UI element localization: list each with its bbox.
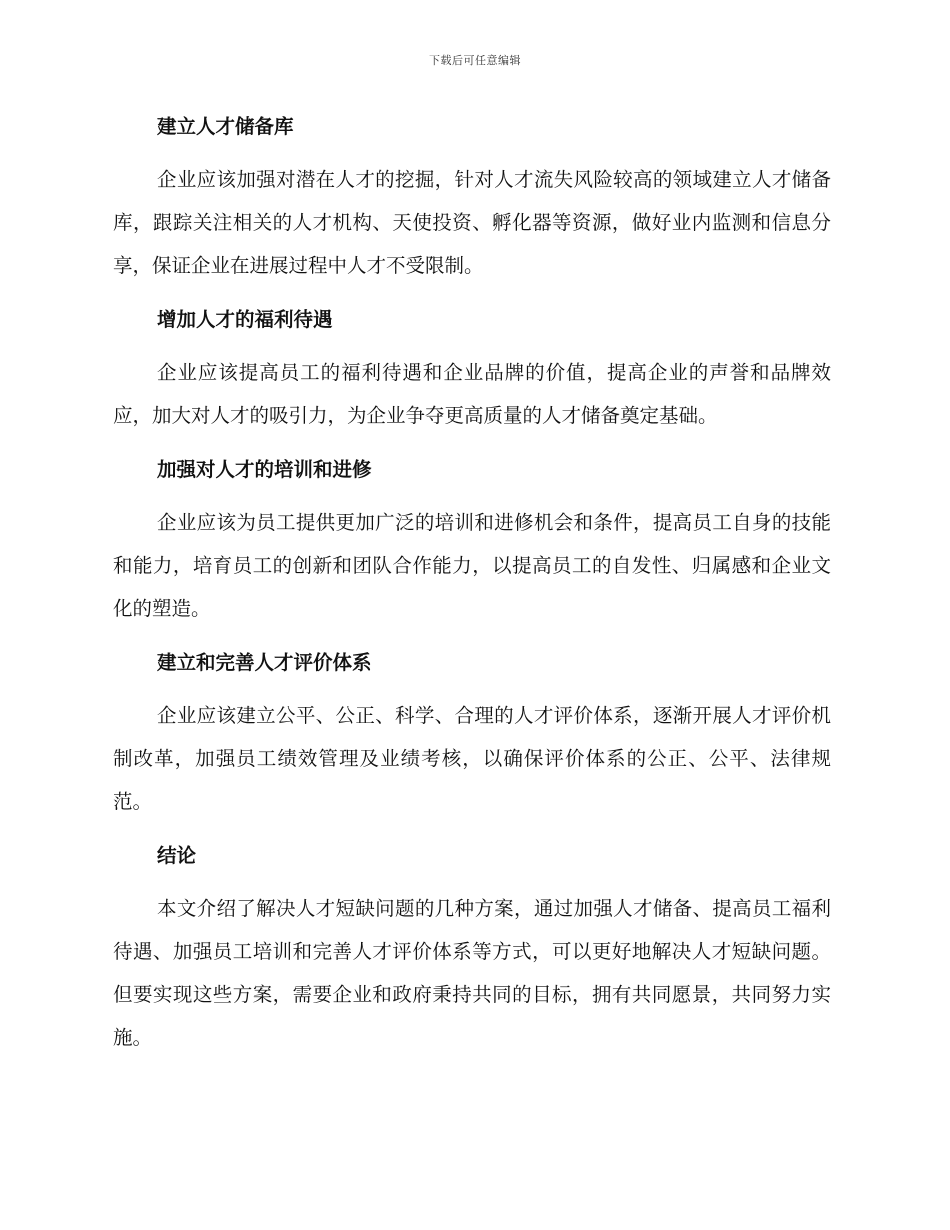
section-body-talent-pool: 企业应该加强对潜在人才的挖掘，针对人才流失风险较高的领域建立人才储备库，跟踪关注相关的人才机构、天使投资、孵化器等资源，做好业内监测和信息分享，保证企业在进展过程中人才不受限制。 (113, 168, 831, 277)
section-heading-conclusion: 结论 (157, 844, 197, 867)
section-heading-training: 加强对人才的培训和进修 (157, 458, 372, 481)
section-heading-evaluation: 建立和完善人才评价体系 (157, 651, 372, 674)
section-body-evaluation: 企业应该建立公平、公正、科学、合理的人才评价体系，逐渐开展人才评价机制改革，加强员工绩效管理及业绩考核，以确保评价体系的公正、公平、法律规范。 (113, 704, 831, 813)
document-body (113, 110, 831, 1075)
section-body-benefits: 企业应该提高员工的福利待遇和企业品牌的价值，提高企业的声誉和品牌效应，加大对人才的吸引力，为企业争夺更高质量的人才储备奠定基础。 (113, 361, 831, 427)
page-header: 下载后可任意编辑 (429, 54, 521, 67)
section-body-training: 企业应该为员工提供更加广泛的培训和进修机会和条件，提高员工自身的技能和能力，培育员工的创新和团队合作能力，以提高员工的自发性、归属感和企业文化的塑造。 (113, 511, 831, 620)
section-body-conclusion: 本文介绍了解决人才短缺问题的几种方案，通过加强人才储备、提高员工福利待遇、加强员工培训和完善人才评价体系等方式，可以更好地解决人才短缺问题。但要实现这些方案，需要企业和政府秉持共同的目标，拥有共同愿景，共同努力实施。 (113, 897, 831, 1049)
section-heading-talent-pool: 建立人才储备库 (157, 115, 294, 138)
section-heading-benefits: 增加人才的福利待遇 (157, 308, 333, 331)
